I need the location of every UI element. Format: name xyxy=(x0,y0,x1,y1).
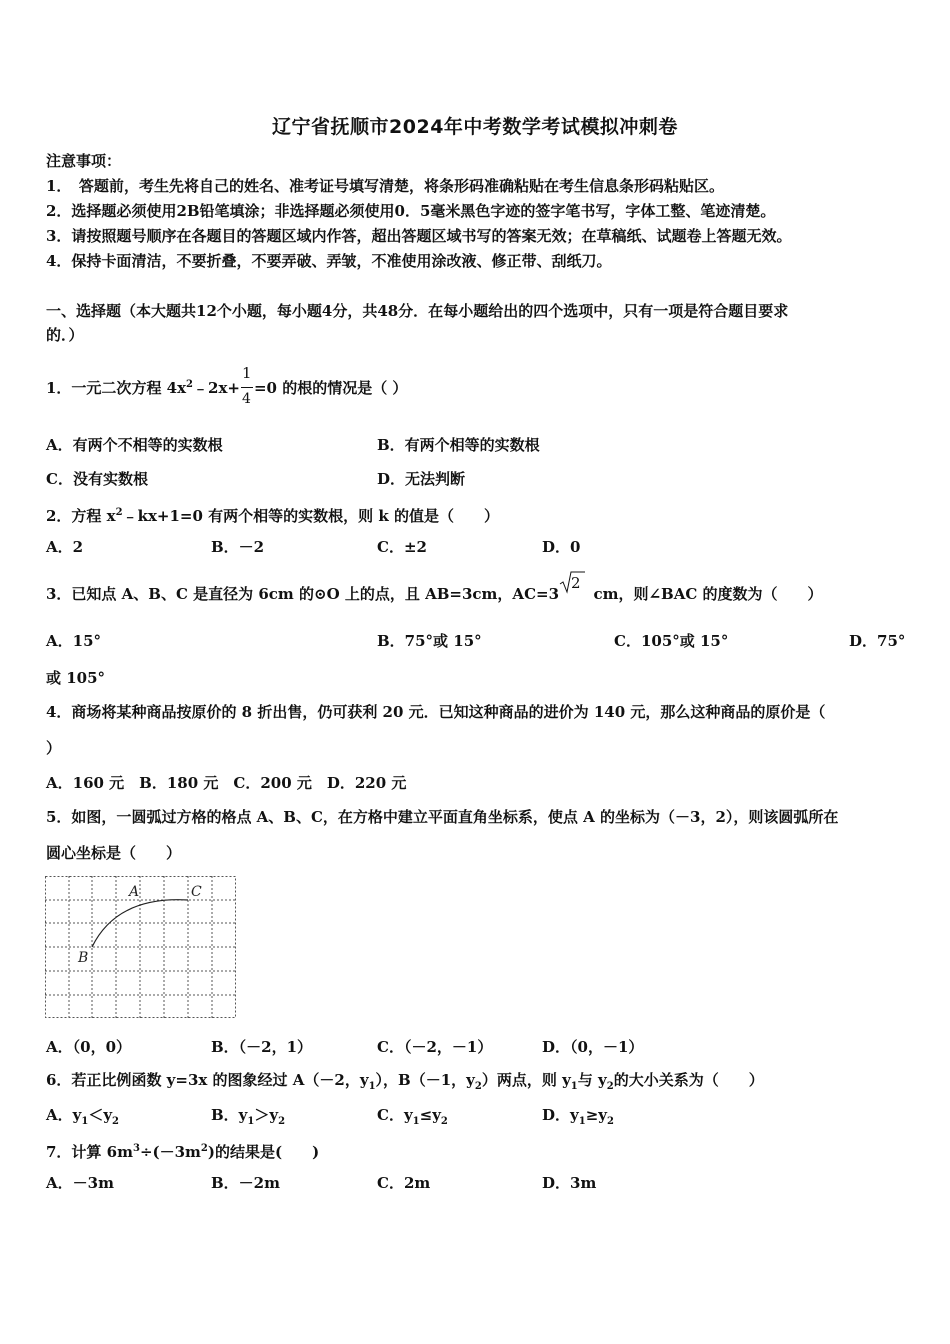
grid-arc-figure xyxy=(45,876,239,1020)
q3-prefix: 3．已知点 A、B、C 是直径为 6cm 的⊙O 上的点，且 AB=3cm，AC=3 xyxy=(46,585,560,603)
q7-option-c: C．2m xyxy=(377,1174,431,1192)
label-c: C xyxy=(191,884,202,900)
q1-sup: 2 xyxy=(186,379,194,390)
q2-option-b: B．－2 xyxy=(211,538,265,556)
q6-sub-d: 2 xyxy=(606,1081,614,1092)
q3-option-c: C．105°或 15° xyxy=(614,632,729,650)
q1-frac-den: 4 xyxy=(241,391,251,407)
q7-sup-1: 3 xyxy=(132,1143,140,1154)
section-heading-line1: 一、选择题（本大题共12个小题，每小题4分，共48分．在每小题给出的四个选项中，只有一项是符合题目要求 xyxy=(46,302,789,320)
question-5-line2: 圆心坐标是（ ） xyxy=(46,844,182,862)
q1-option-d: D．无法判断 xyxy=(377,470,466,488)
q3-option-b: B．75°或 15° xyxy=(377,632,482,650)
q6-option-b: B．$y_1>y_2$ xyxy=(211,1106,286,1127)
q7-prefix: 7．计算 6m xyxy=(46,1143,133,1161)
q6-option-d: D．$y_1\ge y_2$ xyxy=(542,1106,614,1127)
q2-option-c: C．±2 xyxy=(377,538,427,556)
question-2 xyxy=(46,502,499,527)
q5-option-c: C．（－2，－1） xyxy=(377,1038,493,1056)
question-7 xyxy=(46,1138,319,1163)
q3-option-d: D．75° xyxy=(849,632,906,650)
q7-option-a: A．－3m xyxy=(46,1174,114,1192)
q7-sup-2: 2 xyxy=(200,1143,208,1154)
q6-t1: 6．若正比例函数 y=3x 的图象经过 A（－2，y xyxy=(46,1071,369,1089)
q5-option-a: A．（0，0） xyxy=(46,1038,132,1056)
q6-sub-a: 1 xyxy=(368,1081,376,1092)
notice-item-2: 2．选择题必须使用2B铅笔填涂；非选择题必须使用0．5毫米黑色字迹的签字笔书写，字体工整、笔迹清楚。 xyxy=(46,202,776,220)
question-6 xyxy=(46,1069,764,1098)
q3-option-d-wrap: 或 105° xyxy=(46,669,106,687)
q2-option-d: D．0 xyxy=(542,538,581,556)
q6-option-c: C．$y_1\le y_2$ xyxy=(377,1106,448,1127)
q1-suffix: =0 的根的情况是（ ） xyxy=(253,379,408,397)
q2-option-a: A．2 xyxy=(46,538,84,556)
q1-option-b: B．有两个相等的实数根 xyxy=(377,436,540,454)
question-3 xyxy=(46,574,823,606)
label-a: A xyxy=(129,884,140,900)
question-4-line2: ） xyxy=(46,739,62,757)
q6-t5: 的大小关系为（ ） xyxy=(613,1071,764,1089)
q3-suffix: cm，则∠BAC 的度数为（ ） xyxy=(593,585,823,603)
q6-t2: ），B（－1，y xyxy=(375,1071,475,1089)
label-b: B xyxy=(78,950,89,966)
q1-frac-num: 1 xyxy=(241,364,252,382)
q2-sup: 2 xyxy=(115,507,123,518)
q2-prefix: 2．方程 x xyxy=(46,507,116,525)
q3-radicand: 2 xyxy=(571,574,581,592)
q2-suffix: ﹣kx+1=0 有两个相等的实数根，则 k 的值是（ ） xyxy=(122,507,499,525)
notice-heading: 注意事项： xyxy=(46,152,122,170)
question-1 xyxy=(46,364,408,407)
q6-t3: ）两点，则 y xyxy=(481,1071,571,1089)
section-heading-line2: 的．） xyxy=(46,326,84,344)
page-title: 辽宁省抚顺市2024年中考数学考试模拟冲刺卷 xyxy=(272,116,678,138)
q7-mid: ÷(－3m xyxy=(139,1143,201,1161)
q6-t4: 与 y xyxy=(577,1071,607,1089)
q7-option-b: B．－2m xyxy=(211,1174,280,1192)
question-4-line1: 4．商场将某种商品按原价的 8 折出售，仍可获利 20 元．已知这种商品的进价为 140 元，那么这种商品的原价是（ xyxy=(46,703,826,721)
q5-option-b: B．（－2，1） xyxy=(211,1038,313,1056)
q4-options: A．160 元 B．180 元 C．200 元 D．220 元 xyxy=(46,774,407,792)
q6-sub-c: 1 xyxy=(570,1081,578,1092)
question-5-line1: 5．如图，一圆弧过方格的格点 A、B、C，在方格中建立平面直角坐标系，使点 A 的坐标为（－3，2），则该圆弧所在 xyxy=(46,808,839,826)
notice-item-1: 1． 答题前，考生先将自己的姓名、准考证号填写清楚，将条形码准确粘贴在考生信息条形码粘贴区。 xyxy=(46,177,724,195)
q6-option-a: A．$y_1<y_2$ xyxy=(46,1106,120,1127)
q1-fraction xyxy=(240,364,254,407)
q7-option-d: D．3m xyxy=(542,1174,597,1192)
q5-option-d: D．（0，－1） xyxy=(542,1038,644,1056)
q7-suffix: )的结果是( ) xyxy=(207,1143,320,1161)
q1-prefix: 1．一元二次方程 4x xyxy=(46,379,187,397)
q1-option-c: C．没有实数根 xyxy=(46,470,148,488)
q6-sub-b: 2 xyxy=(474,1081,482,1092)
q1-option-a: A．有两个不相等的实数根 xyxy=(46,436,223,454)
q3-sqrt xyxy=(559,574,583,606)
q3-option-a: A．15° xyxy=(46,632,102,650)
notice-item-3: 3．请按照题号顺序在各题目的答题区域内作答，超出答题区域书写的答案无效；在草稿纸、试题卷上答题无效。 xyxy=(46,227,792,245)
q1-mid: ﹣2x+ xyxy=(193,379,240,397)
notice-item-4: 4．保持卡面清洁，不要折叠，不要弄破、弄皱，不准使用涂改液、修正带、刮纸刀。 xyxy=(46,252,612,270)
